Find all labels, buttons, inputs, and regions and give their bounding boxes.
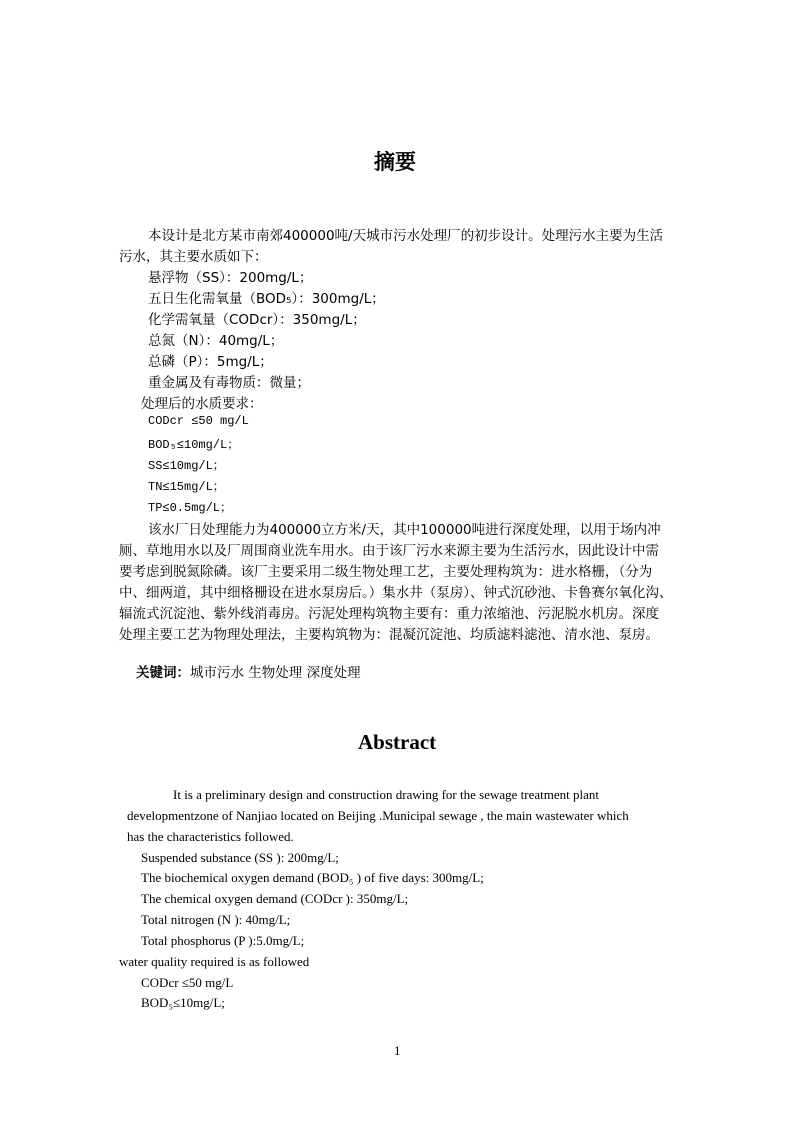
cn-effluent-heading: 处理后的水质要求：	[141, 396, 263, 412]
en-item-tn: Total nitrogen (N ): 40mg/L;	[141, 912, 291, 927]
cn-effluent-tp: TP≤0.5mg/L；	[148, 501, 233, 515]
cn-keywords-label: 关键词：	[136, 665, 190, 681]
cn-influent-metals: 重金属及有毒物质：微量；	[148, 375, 310, 391]
cn-effluent-ss: SS≤10mg/L；	[148, 459, 225, 473]
en-item-tp: Total phosphorus (P ):5.0mg/L;	[141, 933, 305, 948]
en-abstract-title: Abstract	[358, 730, 437, 754]
cn-effluent-tn: TN≤15mg/L；	[148, 480, 225, 494]
en-item-cod: The chemical oxygen demand (CODcr ): 350mg/L;	[141, 891, 409, 906]
cn-body-line-3: 要考虑到脱氮除磷。该厂主要采用二级生物处理工艺，主要处理构筑为：进水格栅，（分为	[119, 564, 653, 580]
en-intro-line-2: developmentzone of Nanjiao located on Beijing .Municipal sewage , the main wastewater which	[127, 808, 629, 823]
cn-influent-tp: 总磷（P）：5mg/L；	[148, 354, 273, 370]
cn-effluent-bod: BOD₅≤10mg/L；	[148, 438, 240, 452]
cn-effluent-cod: CODcr ≤50 mg/L	[148, 414, 249, 428]
cn-abstract-title: 摘要	[374, 150, 416, 174]
en-item-ss: Suspended substance (SS ): 200mg/L;	[141, 850, 339, 865]
cn-intro-line-2: 污水，其主要水质如下：	[119, 249, 268, 265]
page-number: 1	[394, 1043, 401, 1058]
cn-influent-bod: 五日生化需氧量（BOD₅）：300mg/L；	[148, 291, 385, 307]
cn-body-line-1: 该水厂日处理能力为400000立方米/天，其中100000吨进行深度处理，以用于场内冲	[148, 522, 661, 538]
en-quality-heading: water quality required is as followed	[119, 954, 310, 969]
cn-influent-ss: 悬浮物（SS）：200mg/L；	[148, 270, 313, 286]
cn-influent-tn: 总氮（N）：40mg/L；	[148, 333, 284, 349]
en-req-cod: CODcr ≤50 mg/L	[141, 975, 234, 990]
cn-body-line-6: 处理主要工艺为物理处理法，主要构筑物为：混凝沉淀池、均质滤料滤池、清水池、泵房。	[119, 627, 659, 643]
cn-keywords	[136, 661, 361, 681]
cn-influent-cod: 化学需氧量（CODcr）：350mg/L；	[148, 312, 366, 328]
cn-body-line-4: 中、细两道，其中细格栅设在进水泵房后。）集水井（泵房）、钟式沉砂池、卡鲁赛尔氧化沟、	[119, 585, 673, 601]
cn-body-line-5: 辐流式沉淀池、紫外线消毒房。污泥处理构筑物主要有：重力浓缩池、污泥脱水机房。深度	[119, 606, 659, 622]
cn-body-line-2: 厕、草地用水以及厂周围商业洗车用水。由于该厂污水来源主要为生活污水，因此设计中需	[119, 543, 659, 559]
en-req-bod: BOD₅≤10mg/L;	[141, 995, 225, 1010]
cn-intro-line-1: 本设计是北方某市南郊400000吨/天城市污水处理厂的初步设计。处理污水主要为生活	[148, 228, 664, 244]
en-item-bod: The biochemical oxygen demand (BOD₅ ) of five days: 300mg/L;	[141, 870, 484, 885]
en-intro-line-3: has the characteristics followed.	[127, 829, 294, 844]
cn-keywords-value: 城市污水 生物处理 深度处理	[190, 665, 361, 681]
en-intro-line-1: It is a preliminary design and construction drawing for the sewage treatment plant	[173, 787, 599, 802]
